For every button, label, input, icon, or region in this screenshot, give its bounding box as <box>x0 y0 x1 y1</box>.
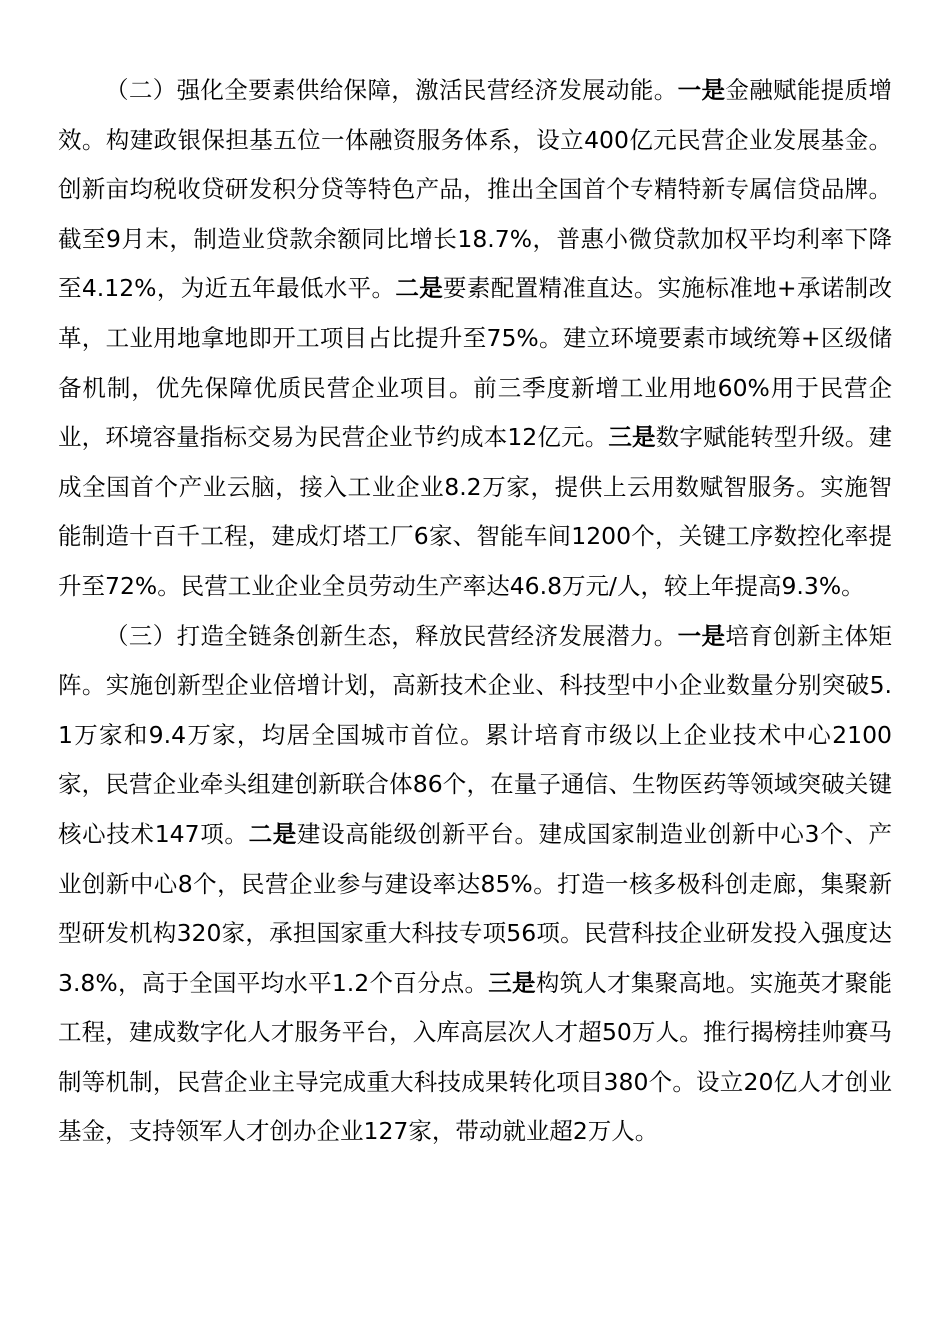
paragraph-3-point-3-label: 三是 <box>488 968 536 997</box>
paragraph-3-heading: （三）打造全链条创新生态，释放民营经济发展潜力。 <box>105 621 678 650</box>
paragraph-2-point-1-label: 一是 <box>677 76 726 104</box>
paragraph-2-point-2-text: 要素配置精准直达。实施标准地+承诺制改革，工业用地拿地即开工项目占比提升至75%。建立环境要素市域统筹+区级储备机制，优先保障优质民营企业项目。前三季度新增工业用地60%用于民营企业，环境容量指标交易为民营企业节约成本12亿元。 <box>58 274 893 452</box>
paragraph-2-point-3-text: 数字赋能转型升级。建成全国首个产业云脑，接入工业企业8.2万家，提供上云用数赋智服务。实施智能制造十百千工程，建成灯塔工厂6家、智能车间1200个，关键工序数控化率提升至72%。民营工业企业全员劳动生产率达46.8万元/人，较上年提高9.3%。 <box>58 423 893 600</box>
paragraph-2-point-3-label: 三是 <box>608 423 656 452</box>
paragraph-2-point-2-label: 二是 <box>395 274 444 303</box>
paragraph-3-point-2-label: 二是 <box>248 819 297 848</box>
paragraph-3-point-1-label: 一是 <box>677 621 726 650</box>
document-page <box>58 66 892 1157</box>
paragraph-3-point-1-text: 培育创新主体矩阵。实施创新型企业倍增计划，高新技术企业、科技型中小企业数量分别突破5.1万家和9.4万家，均居全国城市首位。累计培育市级以上企业技术中心2100家，民营企业牵头组建创新联合体86个，在量子通信、生物医药等领域突破关键核心技术147项。 <box>58 621 892 848</box>
paragraph-3 <box>58 612 892 1158</box>
paragraph-3-point-2-text: 建设高能级创新平台。建成国家制造业创新中心3个、产业创新中心8个，民营企业参与建设率达85%。打造一核多极科创走廊，集聚新型研发机构320家，承担国家重大科技专项56项。民营科技企业研发投入强度达3.8%，高于全国平均水平1.2个百分点。 <box>58 819 893 997</box>
paragraph-3-point-3-text: 构筑人才集聚高地。实施英才聚能工程，建成数字化人才服务平台，入库高层次人才超50万人。推行揭榜挂帅赛马制等机制，民营企业主导完成重大科技成果转化项目380个。设立20亿人才创业基金，支持领军人才创办企业127家，带动就业超2万人。 <box>58 968 893 1146</box>
paragraph-2-point-1-text: 金融赋能提质增效。构建政银保担基五位一体融资服务体系，设立400亿元民营企业发展基金。创新亩均税收贷研发积分贷等特色产品，推出全国首个专精特新专属信贷品牌。截至9月末，制造业贷款余额同比增长18.7%，普惠小微贷款加权平均利率下降至4.12%，为近五年最低水平。 <box>58 76 892 303</box>
paragraph-2-heading: （二）强化全要素供给保障，激活民营经济发展动能。 <box>105 76 678 104</box>
paragraph-2 <box>58 66 892 612</box>
